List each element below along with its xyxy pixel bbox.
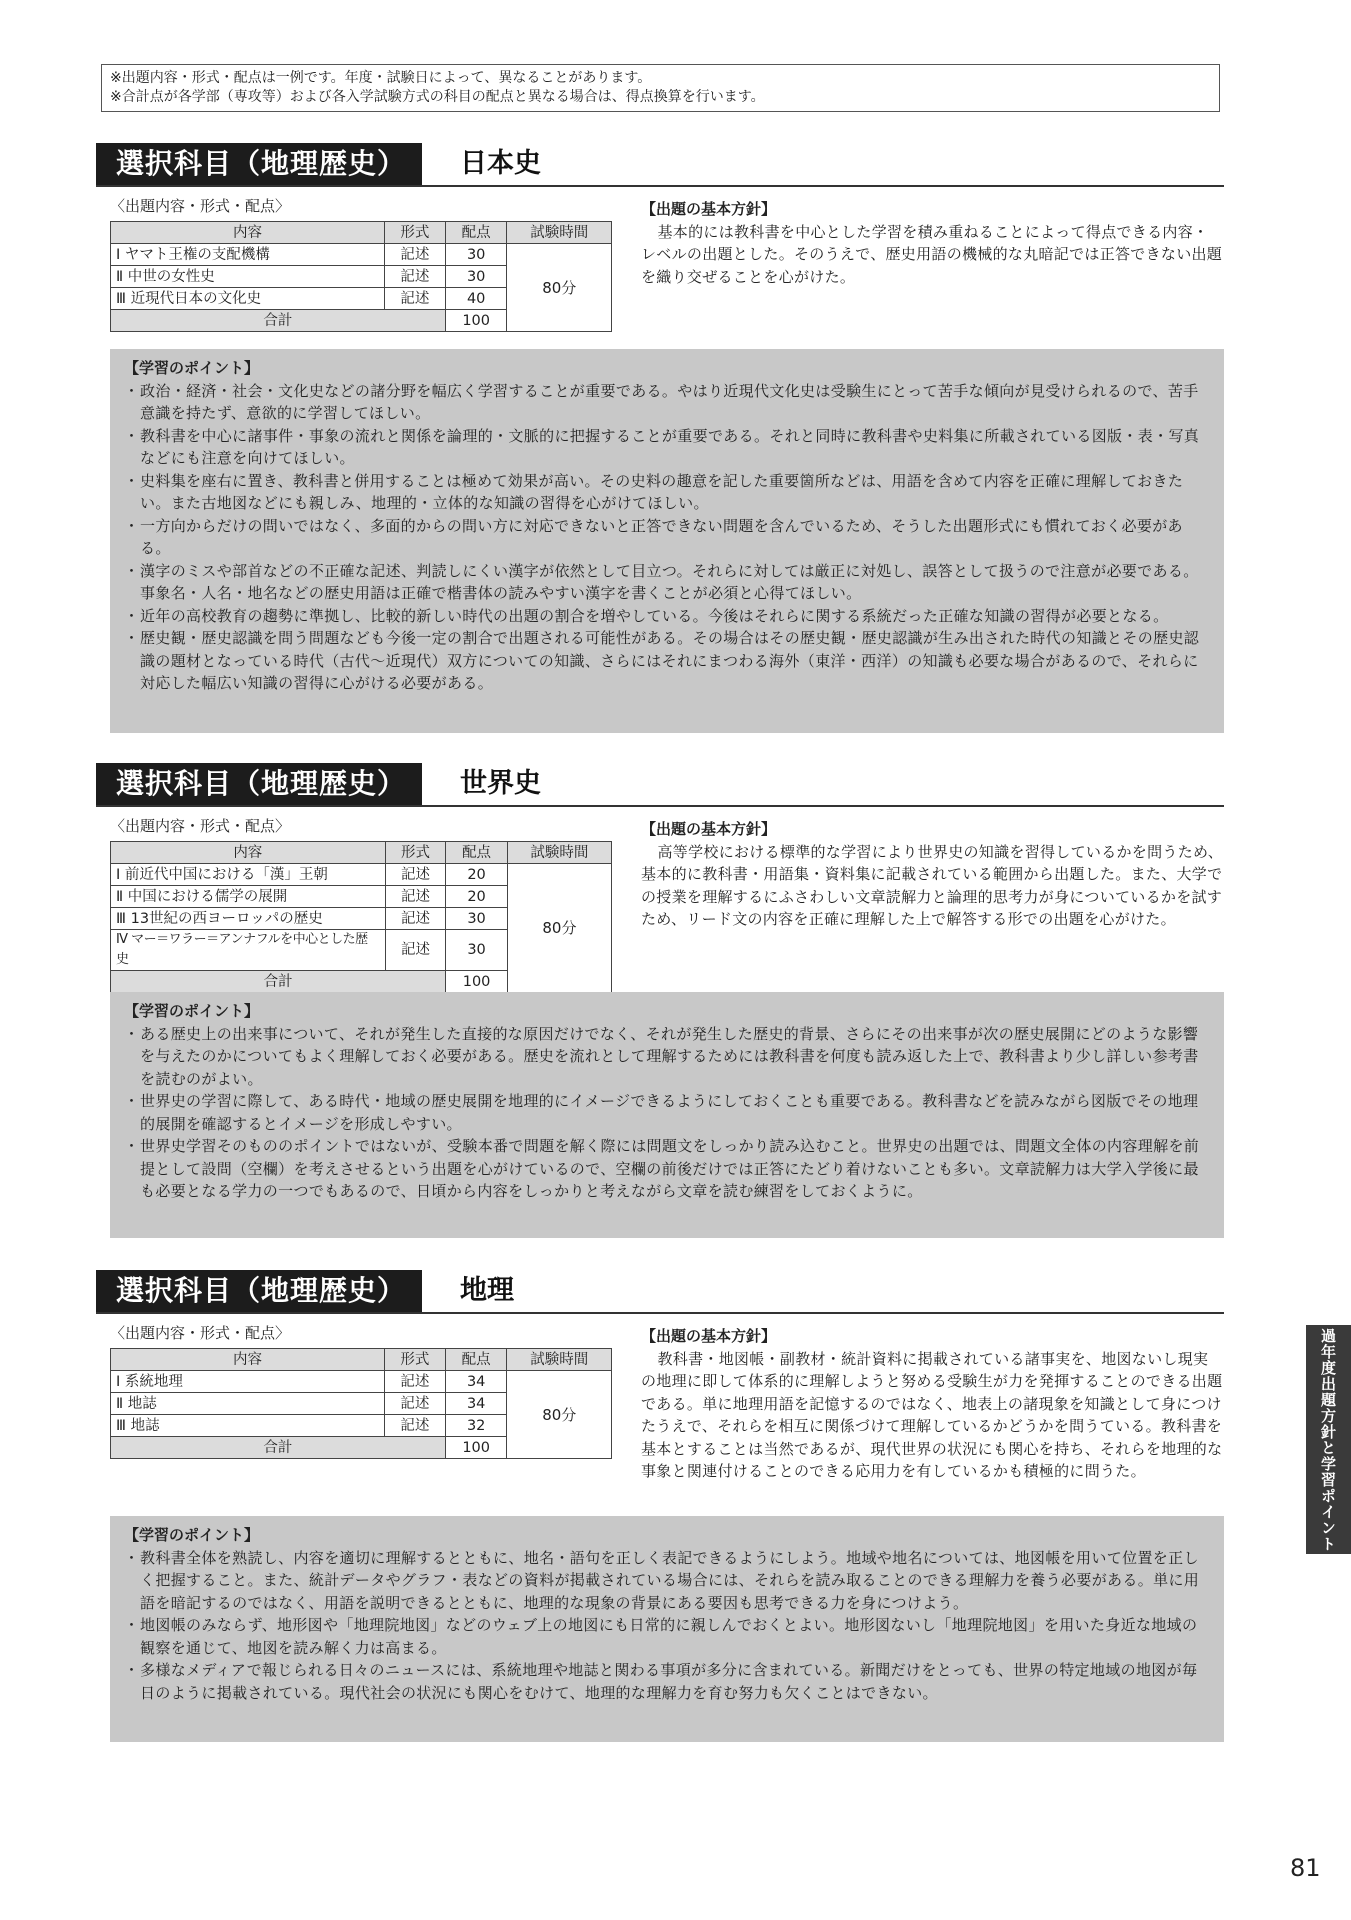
points-title: 【学習のポイント】 <box>124 1002 260 1020</box>
table-row <box>111 864 612 886</box>
row-content: Ⅳ マー＝ワラー＝アンナフルを中心とした歴史 <box>111 930 386 971</box>
row-format: 記述 <box>385 244 446 266</box>
points-list <box>124 380 1206 695</box>
table-row <box>111 1371 612 1393</box>
exam-time: 80分 <box>507 244 612 332</box>
row-points: 30 <box>446 908 508 930</box>
section-geography <box>96 1270 1224 1702</box>
section-heading: 選択科目（地理歴史） <box>96 1270 422 1312</box>
policy-title: 【出題の基本方針】 <box>641 200 777 218</box>
policy-text: 教科書・地図帳・副教材・統計資料に掲載されている諸事実を、地図ないし現実の地理に即して体系的に理解しようと努める受験生が力を発揮することのできる出題である。単に地理用語を記憶するのではなく、地表上の諸現象を知識として身につけたうえで、それらを相互に関係づけて理解しているかどうかを問うている。教科書を基本とすることは当然であるが、現代世界の状況にも関心を持ち、それらを地理的な事象と関連付けることのできる応用力を有しているかも積極的に問うた。 <box>641 1349 1223 1480</box>
row-points: 20 <box>446 864 508 886</box>
list-item: ・史料集を座右に置き、教科書と併用することは極めて効果が高い。その史料の趣意を記した重要箇所などは、用語を含めて内容を正確に理解しておきたい。また古地図などにも親しみ、地理的・立体的な知識の習得を心がけてほしい。 <box>124 471 1184 512</box>
list-item: ・多様なメディアで報じられる日々のニュースには、系統地理や地誌と関わる事項が多分に含まれている。新聞だけをとっても、世界の特定地域の地図が毎日のように掲載されている。現代社会の状況にも関心をむけて、地理的な理解力を育む努力も欠くことはできない。 <box>124 1661 1198 1702</box>
list-item: ・歴史観・歴史認識を問う問題なども今後一定の割合で出題される可能性がある。その場合はその歴史観・歴史認識が生み出された時代の知識とその歴史認識の題材となっている時代（古代〜近現代）双方についての知識、さらにはそれにまつわる海外（東洋・西洋）の知識も必要な場合があるので、それらに対応した幅広い知識の習得に心がける必要がある。 <box>124 629 1200 692</box>
row-format: 記述 <box>385 1393 446 1415</box>
section-header <box>96 763 1224 807</box>
table-caption: 〈出題内容・形式・配点〉 <box>110 817 291 835</box>
row-content: Ⅰ 系統地理 <box>111 1371 385 1393</box>
section-heading: 選択科目（地理歴史） <box>96 143 422 185</box>
row-content: Ⅰ ヤマト王権の支配機構 <box>111 244 385 266</box>
policy-title: 【出題の基本方針】 <box>641 820 777 838</box>
total-points: 100 <box>445 310 507 332</box>
points-title: 【学習のポイント】 <box>124 359 260 377</box>
row-content: Ⅱ 中世の女性史 <box>111 266 385 288</box>
table-header-row <box>111 842 612 864</box>
row-content: Ⅱ 地誌 <box>111 1393 385 1415</box>
side-tab-label: 過年度出題方針と学習ポイント <box>1319 1327 1337 1552</box>
row-content: Ⅲ 近現代日本の文化史 <box>111 288 385 310</box>
exam-table <box>110 841 612 993</box>
table-caption: 〈出題内容・形式・配点〉 <box>110 197 291 215</box>
row-points: 40 <box>445 288 507 310</box>
policy-text: 基本的には教科書を中心とした学習を積み重ねることによって得点できる内容・レベルの出題とした。そのうえで、歴史用語の機械的な丸暗記では正答できない出題を織り交ぜることを心がけた。 <box>641 222 1223 286</box>
header-time: 試験時間 <box>507 1349 612 1371</box>
list-item: ・教科書を中心に諸事件・事象の流れと関係を論理的・文脈的に把握することが重要である。それと同時に教科書や史料集に所載されている図版・表・写真などにも注意を向けてほしい。 <box>124 426 1200 467</box>
row-format: 記述 <box>385 864 446 886</box>
row-points: 30 <box>445 266 507 288</box>
table-header-row <box>111 222 612 244</box>
row-content: Ⅲ 地誌 <box>111 1415 385 1437</box>
header-format: 形式 <box>385 842 446 864</box>
row-points: 32 <box>445 1415 507 1437</box>
row-content: Ⅲ 13世紀の西ヨーロッパの歴史 <box>111 908 386 930</box>
row-format: 記述 <box>385 1415 446 1437</box>
row-format: 記述 <box>385 930 446 971</box>
list-item: ・漢字のミスや部首などの不正確な記述、判読しにくい漢字が依然として目立つ。それらに対しては厳正に対処し、誤答として扱うので注意が必要である。事象名・人名・地名などの歴史用語は正確で楷書体の読みやすい漢字を書くことが必須と心得てほしい。 <box>124 561 1199 602</box>
header-time: 試験時間 <box>507 842 611 864</box>
header-content: 内容 <box>111 222 385 244</box>
row-content: Ⅰ 前近代中国における「漢」王朝 <box>111 864 386 886</box>
list-item: ・近年の高校教育の趨勢に準拠し、比較的新しい時代の出題の割合を増やしている。今後はそれらに関する系統だった正確な知識の習得が必要となる。 <box>124 606 1169 625</box>
exam-time: 80分 <box>507 864 611 993</box>
section-subject: 日本史 <box>460 148 541 179</box>
policy-block <box>641 818 1223 931</box>
list-item: ・一方向からだけの問いではなく、多面的からの問い方に対応できないと正答できない問題を含んでいるため、そうした出題形式にも慣れておく必要がある。 <box>124 516 1183 557</box>
notice-line: ※出題内容・形式・配点は一例です。年度・試験日によって、異なることがあります。 <box>110 70 652 86</box>
list-item: ・世界史学習そのもののポイントではないが、受験本番で問題を解く際には問題文をしっかり読み込むこと。世界史の出題では、問題文全体の内容理解を前提として設問（空欄）を考えさせるという出題を心がけているので、空欄の前後だけでは正答にたどり着けないことも多い。文章読解力は大学入学後に最も必要となる学力の一つでもあるので、日頃から内容をしっかりと考えながら文章を読む練習をしておくように。 <box>124 1137 1200 1200</box>
exam-table <box>110 1348 612 1459</box>
total-points: 100 <box>445 1437 507 1459</box>
policy-block <box>641 198 1223 288</box>
total-points: 100 <box>446 971 508 993</box>
points-title: 【学習のポイント】 <box>124 1526 260 1544</box>
section-subject: 世界史 <box>460 768 541 799</box>
header-points: 配点 <box>445 222 507 244</box>
exam-time: 80分 <box>507 1371 612 1459</box>
row-format: 記述 <box>385 266 446 288</box>
table-row <box>111 244 612 266</box>
section-world-history <box>96 763 1224 1200</box>
list-item: ・地図帳のみならず、地形図や「地理院地図」などのウェブ上の地図にも日常的に親しんでおくとよい。地形図ないし「地理院地図」を用いた身近な地域の観察を通じて、地図を読み解く力は高まる。 <box>124 1616 1198 1657</box>
table-header-row <box>111 1349 612 1371</box>
exam-table <box>110 221 612 332</box>
learning-points-box <box>110 1516 1224 1742</box>
list-item: ・世界史の学習に際して、ある時代・地域の歴史展開を地理的にイメージできるようにしておくことも重要である。教科書などを読みながら図版でその地理的展開を確認するとイメージを形成しやすい。 <box>124 1092 1199 1133</box>
notice-box <box>101 64 1220 112</box>
row-format: 記述 <box>385 908 446 930</box>
policy-text: 高等学校における標準的な学習により世界史の知識を習得しているかを問うため、基本的に教科書・用語集・資料集に記載されている範囲から出題した。また、大学での授業を理解するにふさわしい文章読解力と論理的思考力が身についているかを試すため、リード文の内容を正確に理解した上で解答する形での出題を心がけた。 <box>641 842 1224 928</box>
header-content: 内容 <box>111 1349 385 1371</box>
list-item: ・ある歴史上の出来事について、それが発生した直接的な原因だけでなく、それが発生した歴史的背景、さらにその出来事が次の歴史展開にどのような影響を与えたのかについてもよく理解しておく必要がある。歴史を流れとして理解するためには教科書を何度も読み返した上で、教科書より少し詳しい参考書を読むのがよい。 <box>124 1024 1199 1088</box>
header-points: 配点 <box>445 1349 507 1371</box>
list-item: ・教科書全体を熟読し、内容を適切に理解するとともに、地名・語句を正しく表記できるようにしよう。地域や地名については、地図帳を用いて位置を正しく把握すること。また、統計データやグラフ・表などの資料が掲載されている場合には、それらを読み取ることのできる理解力を養う必要がある。単に用語を暗記するのではなく、用語を説明できるとともに、地理的な現象の背景にある要因も思考できる力を身につけよう。 <box>124 1548 1200 1612</box>
header-format: 形式 <box>385 1349 446 1371</box>
row-content: Ⅱ 中国における儒学の展開 <box>111 886 386 908</box>
header-time: 試験時間 <box>507 222 612 244</box>
header-format: 形式 <box>385 222 446 244</box>
table-caption: 〈出題内容・形式・配点〉 <box>110 1324 291 1342</box>
total-label: 合計 <box>111 310 446 332</box>
header-content: 内容 <box>111 842 386 864</box>
section-japanese-history <box>96 143 1224 692</box>
policy-title: 【出題の基本方針】 <box>641 1327 777 1345</box>
policy-block <box>641 1325 1223 1483</box>
side-index-tab <box>1306 1325 1351 1554</box>
row-points: 30 <box>445 244 507 266</box>
section-header <box>96 143 1224 187</box>
row-points: 30 <box>446 930 508 971</box>
list-item: ・政治・経済・社会・文化史などの諸分野を幅広く学習することが重要である。やはり近現代文化史は受験生にとって苦手な傾向が見受けられるので、苦手意識を持たず、意欲的に学習してほしい。 <box>124 381 1199 422</box>
notice-line: ※合計点が各学部（専攻等）および各入学試験方式の科目の配点と異なる場合は、得点換算を行います。 <box>110 89 765 105</box>
row-points: 34 <box>445 1393 507 1415</box>
total-label: 合計 <box>111 971 446 993</box>
row-points: 34 <box>445 1371 507 1393</box>
points-list <box>124 1023 1206 1203</box>
learning-points-box <box>110 349 1224 733</box>
total-label: 合計 <box>111 1437 446 1459</box>
row-points: 20 <box>446 886 508 908</box>
section-header <box>96 1270 1224 1314</box>
section-subject: 地理 <box>460 1275 514 1306</box>
row-format: 記述 <box>385 1371 446 1393</box>
header-points: 配点 <box>446 842 508 864</box>
points-list <box>124 1547 1206 1705</box>
section-heading: 選択科目（地理歴史） <box>96 763 422 805</box>
page-number: 81 <box>1290 1854 1321 1882</box>
row-format: 記述 <box>385 886 446 908</box>
learning-points-box <box>110 992 1224 1238</box>
row-format: 記述 <box>385 288 446 310</box>
